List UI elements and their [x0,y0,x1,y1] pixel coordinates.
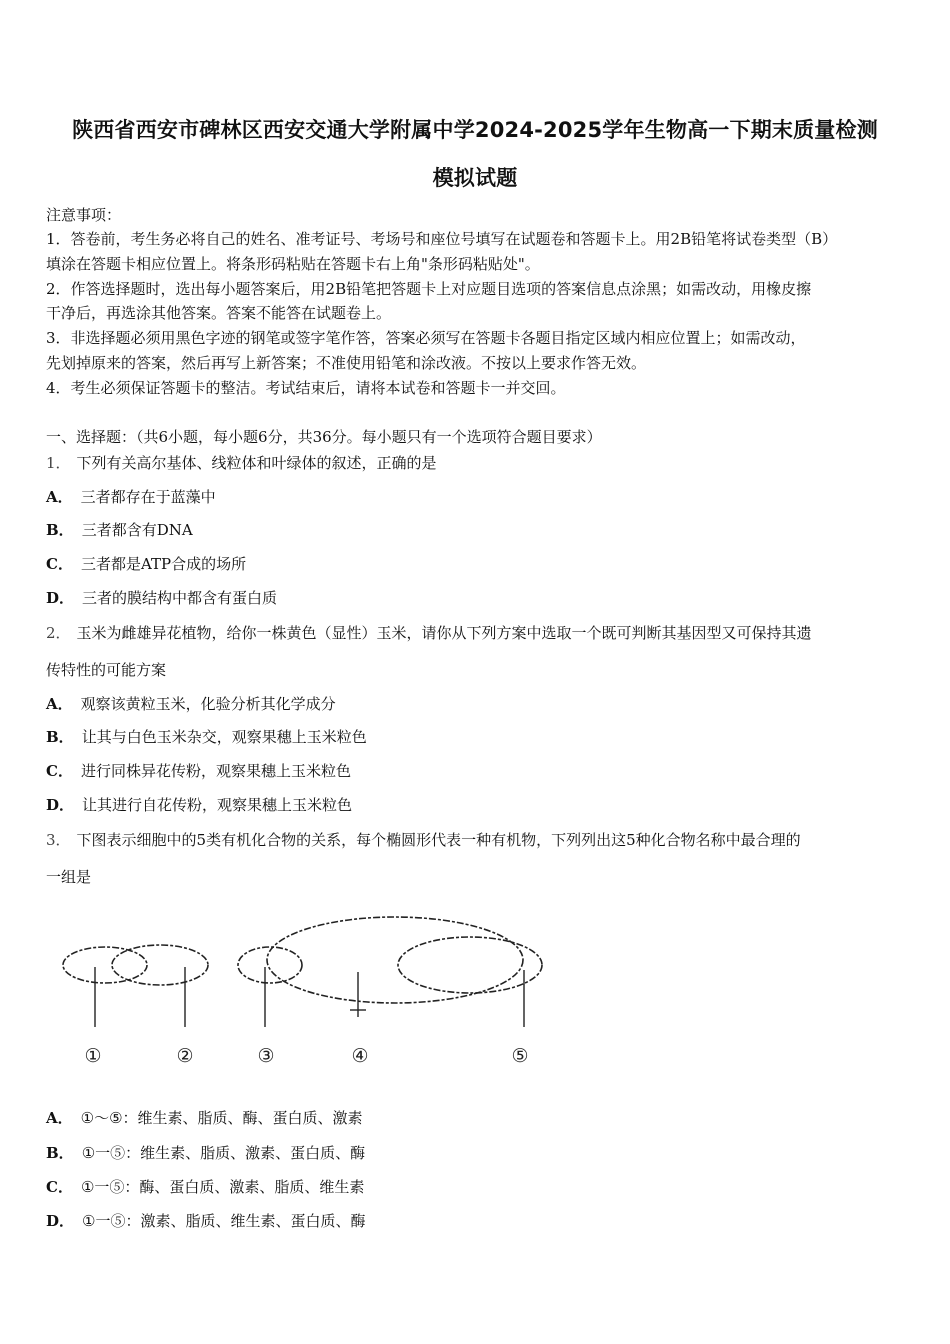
question-3-stem [46,829,801,850]
option-label: C． [46,1178,73,1196]
q3-option-b[interactable] [46,1142,365,1163]
option-label: C． [46,762,73,780]
organic-compounds-venn-diagram [50,912,560,1077]
diagram-label-4: ④ [351,1045,369,1067]
option-label: A． [46,695,73,713]
question-number: 3． [46,831,71,849]
question-text: 下列有关高尔基体、线粒体和叶绿体的叙述，正确的是 [76,454,437,472]
diagram-label-1: ① [84,1045,102,1067]
notice-line: 1．答卷前，考生务必将自己的姓名、准考证号、考场号和座位号填写在试题卷和答题卡上。用2B铅笔将试卷类型（B） [46,230,838,248]
option-text: 进行同株异花传粉，观察果穗上玉米粒色 [80,762,351,780]
q3-option-c[interactable] [46,1176,364,1197]
q2-option-a[interactable] [46,693,336,714]
option-label: D． [46,589,75,607]
q1-option-a[interactable] [46,486,216,507]
exam-title-line2: 模拟试题 [432,166,518,190]
option-label: B． [46,1144,74,1162]
option-label: B． [46,728,74,746]
q2-option-c[interactable] [46,760,351,781]
ellipse-4 [267,917,523,1003]
q3-option-d[interactable] [46,1210,365,1231]
question-number: 2． [46,624,71,642]
ellipse-5 [398,937,542,993]
option-text: 观察该黄粒玉米，化验分析其化学成分 [80,695,336,713]
section-heading: 一、选择题：（共6小题，每小题6分，共36分。每小题只有一个选项符合题目要求） [46,428,602,446]
ellipse-3 [238,947,302,983]
question-number: 1． [46,454,71,472]
notice-line: 填涂在答题卡相应位置上。将条形码粘贴在答题卡右上角"条形码粘贴处"。 [46,255,540,273]
diagram-label-3: ③ [257,1045,275,1067]
option-label: D． [46,796,75,814]
diagram-label-5: ⑤ [511,1045,529,1067]
option-text: ①一⑤：酶、蛋白质、激素、脂质、维生素 [80,1178,365,1196]
q1-option-b[interactable] [46,519,193,540]
notice-line: 4．考生必须保证答题卡的整洁。考试结束后，请将本试卷和答题卡一并交回。 [46,379,566,397]
exam-title-line1: 陕西省西安市碑林区西安交通大学附属中学2024-2025学年生物高一下期末质量检测 [72,118,878,142]
option-label: A． [46,1109,73,1127]
option-text: 让其与白色玉米杂交，观察果穗上玉米粒色 [81,728,367,746]
notice-line: 3．非选择题必须用黑色字迹的钢笔或签字笔作答，答案必须写在答题卡各题目指定区域内相应位置上；如需改动， [46,329,806,347]
option-text: ①一⑤：维生素、脂质、激素、蛋白质、酶 [81,1144,366,1162]
option-text: ①一⑤：激素、脂质、维生素、蛋白质、酶 [82,1212,366,1230]
notice-line: 先划掉原来的答案，然后再写上新答案；不准使用铅笔和涂改液。不按以上要求作答无效。 [46,354,647,372]
q1-option-c[interactable] [46,553,246,574]
q2-option-b[interactable] [46,726,367,747]
option-text: ①～⑤：维生素、脂质、酶、蛋白质、激素 [80,1109,363,1127]
diagram-label-2: ② [176,1045,194,1067]
question-text: 下图表示细胞中的5类有机化合物的关系，每个椭圆形代表一种有机物，下列列出这5种化合物名称中最合理的 [76,831,801,849]
option-text: 三者的膜结构中都含有蛋白质 [82,589,278,607]
option-text: 让其进行自花传粉，观察果穗上玉米粒色 [82,796,353,814]
q1-option-d[interactable] [46,587,277,608]
q3-option-a[interactable] [46,1107,363,1128]
option-label: A． [46,488,73,506]
option-label: B． [46,521,74,539]
q2-option-d[interactable] [46,794,352,815]
ellipse-1 [63,947,147,983]
question-1-stem [46,452,437,473]
option-text: 三者都是ATP合成的场所 [80,555,247,573]
ellipse-2 [112,945,208,985]
option-text: 三者都含有DNA [81,521,193,539]
question-2-stem-cont: 传特性的可能方案 [46,661,167,679]
notice-heading: 注意事项： [46,206,122,224]
option-label: C． [46,555,73,573]
option-text: 三者都存在于蓝藻中 [80,488,216,506]
question-3-stem-cont: 一组是 [46,868,92,886]
option-label: D． [46,1212,75,1230]
notice-line: 2．作答选择题时，选出每小题答案后，用2B铅笔把答题卡上对应题目选项的答案信息点涂黑；如需改动，用橡皮擦 [46,280,812,298]
notice-line: 干净后，再选涂其他答案。答案不能答在试题卷上。 [46,304,392,322]
question-text: 玉米为雌雄异花植物，给你一株黄色（显性）玉米，请你从下列方案中选取一个既可判断其基因型又可保持其遗 [76,624,812,642]
question-2-stem [46,622,812,643]
